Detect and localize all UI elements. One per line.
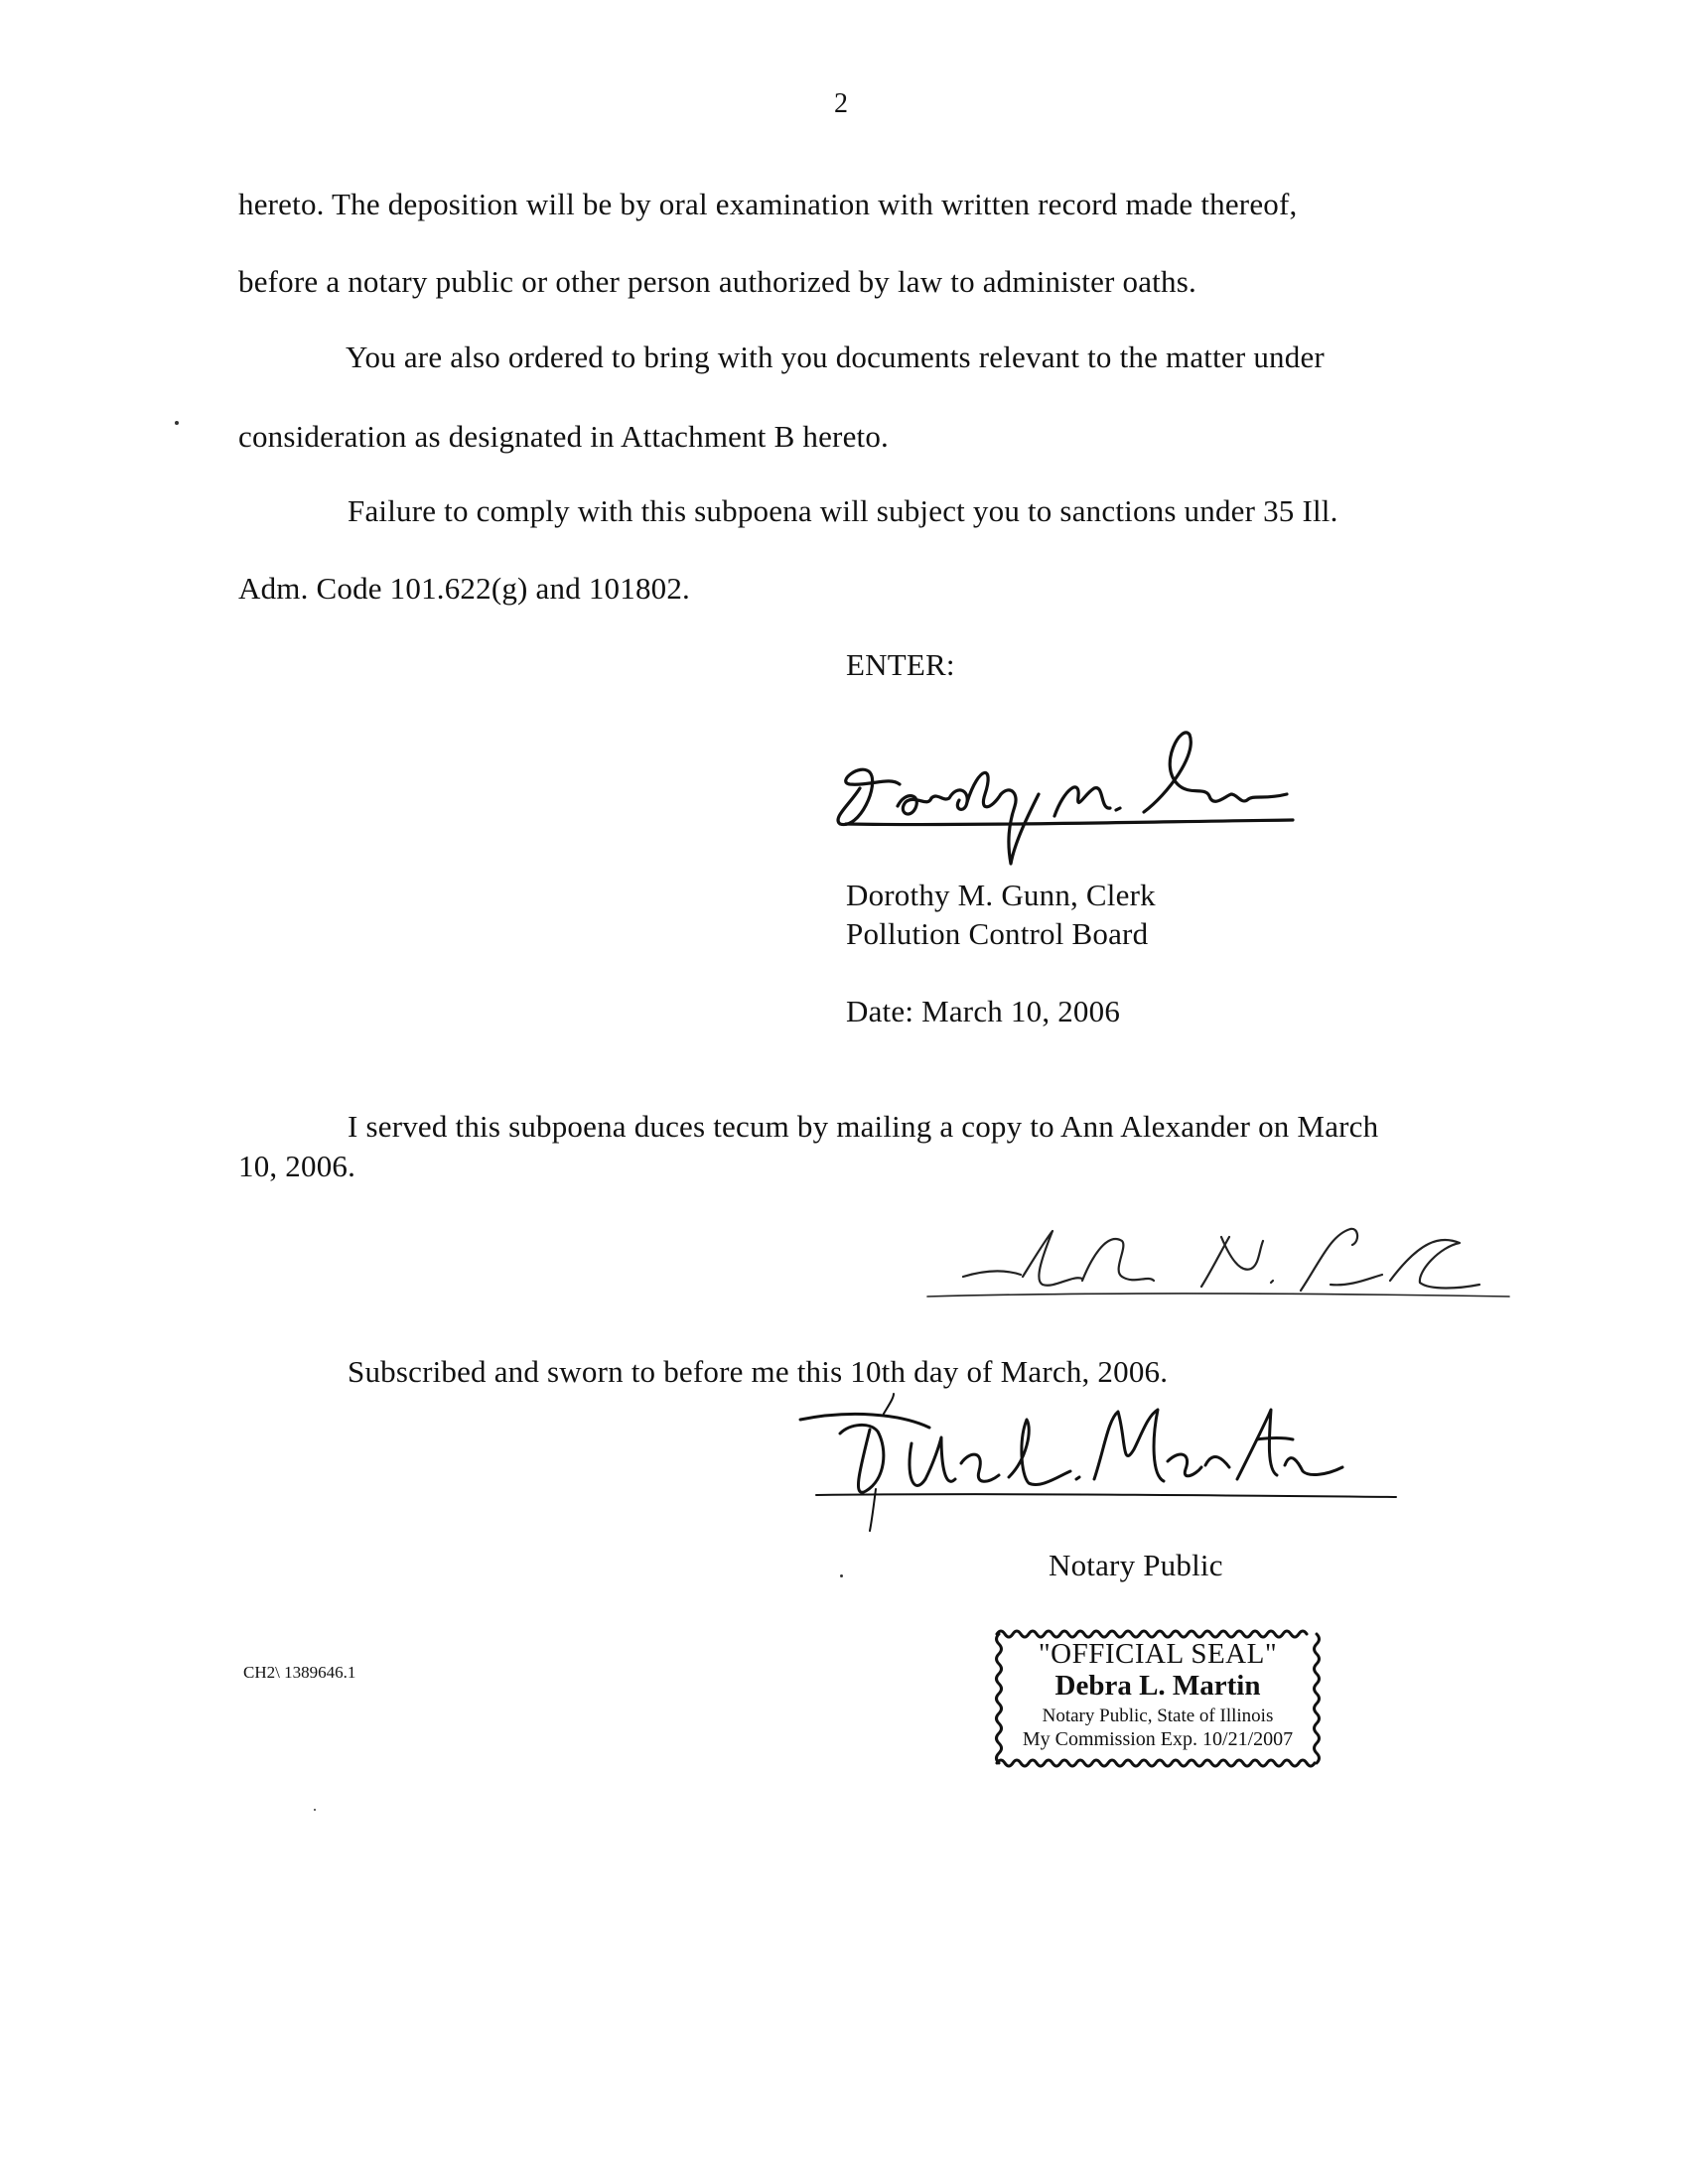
- document-id: CH2\ 1389646.1: [243, 1663, 356, 1682]
- scan-speck: [840, 1574, 843, 1577]
- paragraph-2-line-2: consideration as designated in Attachment B hereto.: [238, 419, 889, 454]
- sworn-statement: Subscribed and sworn to before me this 10th day of March, 2006.: [348, 1354, 1169, 1389]
- clerk-organization: Pollution Control Board: [846, 916, 1149, 951]
- enter-label: ENTER:: [846, 647, 955, 682]
- paragraph-2-line-1: You are also ordered to bring with you documents relevant to the matter under: [346, 340, 1325, 374]
- seal-title: "OFFICIAL SEAL": [1038, 1638, 1278, 1670]
- paragraph-3-line-2: Adm. Code 101.622(g) and 101802.: [238, 571, 690, 606]
- scan-speck: [314, 1809, 316, 1811]
- paragraph-1-line-1: hereto. The deposition will be by oral examination with written record made thereof,: [238, 187, 1298, 221]
- paragraph-3-line-1: Failure to comply with this subpoena will subject you to sanctions under 35 Ill.: [348, 493, 1338, 528]
- page-number: 2: [834, 88, 849, 119]
- seal-expiration: My Commission Exp. 10/21/2007: [1022, 1728, 1294, 1750]
- clerk-signature: [820, 725, 1307, 874]
- seal-state: Notary Public, State of Illinois: [1042, 1706, 1274, 1726]
- enter-date: Date: March 10, 2006: [846, 994, 1121, 1028]
- service-line-1: I served this subpoena duces tecum by mailing a copy to Ann Alexander on March: [348, 1109, 1379, 1144]
- clerk-name: Dorothy M. Gunn, Clerk: [846, 878, 1156, 912]
- notary-signature: [790, 1380, 1406, 1539]
- seal-notary-name: Debra L. Martin: [1054, 1670, 1261, 1702]
- paragraph-1-line-2: before a notary public or other person authorized by law to administer oaths.: [238, 264, 1196, 299]
- service-line-2: 10, 2006.: [238, 1149, 356, 1183]
- official-seal-stamp: [993, 1624, 1323, 1773]
- notary-public-title: Notary Public: [1049, 1548, 1223, 1582]
- scan-speck: [175, 421, 179, 425]
- server-signature: [923, 1201, 1519, 1310]
